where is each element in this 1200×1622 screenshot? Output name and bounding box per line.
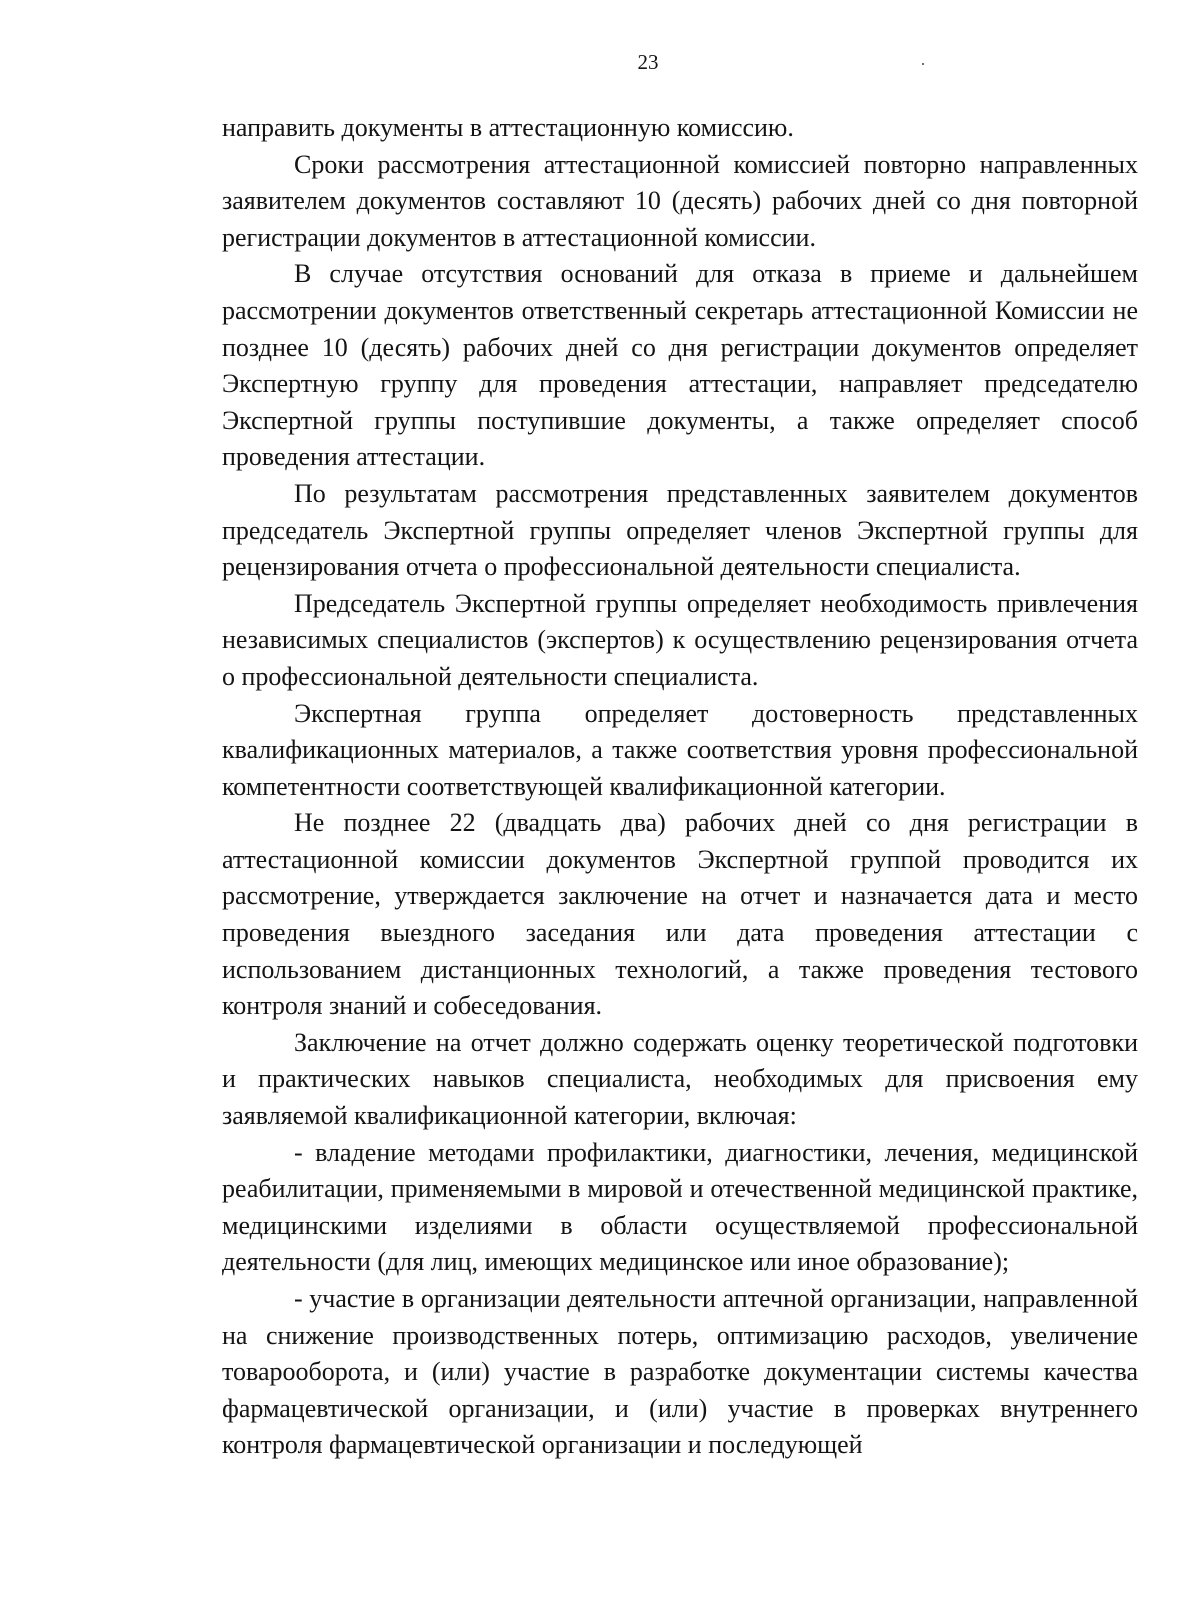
paragraph-report-conclusion: Заключение на отчет должно содержать оценку теоретической подготовки и практических навыков специалиста, необходимых для присвоения ему заявляемой квалификационной категории, включая: xyxy=(222,1027,1138,1131)
paragraph-deadline-22-days: Не позднее 22 (двадцать два) рабочих дней со дня регистрации в аттестационной комиссии документов Экспертной группой проводится их рассмотрение, утверждается заключение на отчет и назначается дата и место проведения выездного заседания или дата проведения аттестации с использованием дистанционных технологий, а также проведения тестового контроля знаний и собеседования. xyxy=(222,808,1138,1021)
list-item-methods: - владение методами профилактики, диагностики, лечения, медицинской реабилитации, применяемыми в мировой и отечественной медицинской практике, медицинскими изделиями в области осуществляемой профессиональной деятельности (для лиц, имеющих медицинское или иное образование); xyxy=(222,1137,1138,1277)
document-body xyxy=(222,110,1138,1464)
paragraph-review-results: По результатам рассмотрения представленных заявителем документов председатель Экспертной группы определяет членов Экспертной группы для рецензирования отчета о профессиональной деятельности специалиста. xyxy=(222,478,1138,582)
paragraph-continuation: направить документы в аттестационную комиссию. xyxy=(222,113,794,142)
page-number: 23 xyxy=(637,50,659,74)
paragraph-no-refusal-grounds: В случае отсутствия оснований для отказа в приеме и дальнейшем рассмотрении документов ответственный секретарь аттестационной Комиссии не позднее 10 (десять) рабочих дней со дня регистрации документов определяет Экспертную группу для проведения аттестации, направляет председателю Экспертной группы поступившие документы, а также определяет способ проведения аттестации. xyxy=(222,259,1138,472)
paragraph-review-terms: Сроки рассмотрения аттестационной комиссией повторно направленных заявителем документов составляют 10 (десять) рабочих дней со дня повторной регистрации документов в аттестационной комиссии. xyxy=(222,149,1138,252)
paragraph-expert-group-reliability: Экспертная группа определяет достоверность представленных квалификационных материалов, а также соответствия уровня профессиональной компетентности соответствующей квалификационной категории. xyxy=(222,698,1138,801)
list-item-pharmacy-participation: - участие в организации деятельности аптечной организации, направленной на снижение производственных потерь, оптимизацию расходов, увеличение товарооборота, и (или) участие в разработке документации системы качества фармацевтической организации, и (или) участие в проверках внутреннего контроля фармацевтической организации и последующей xyxy=(222,1284,1138,1460)
page-mark: · xyxy=(920,54,926,74)
paragraph-chairman-experts: Председатель Экспертной группы определяет необходимость привлечения независимых специалистов (экспертов) к осуществлению рецензирования отчета о профессиональной деятельности специалиста. xyxy=(222,588,1138,691)
